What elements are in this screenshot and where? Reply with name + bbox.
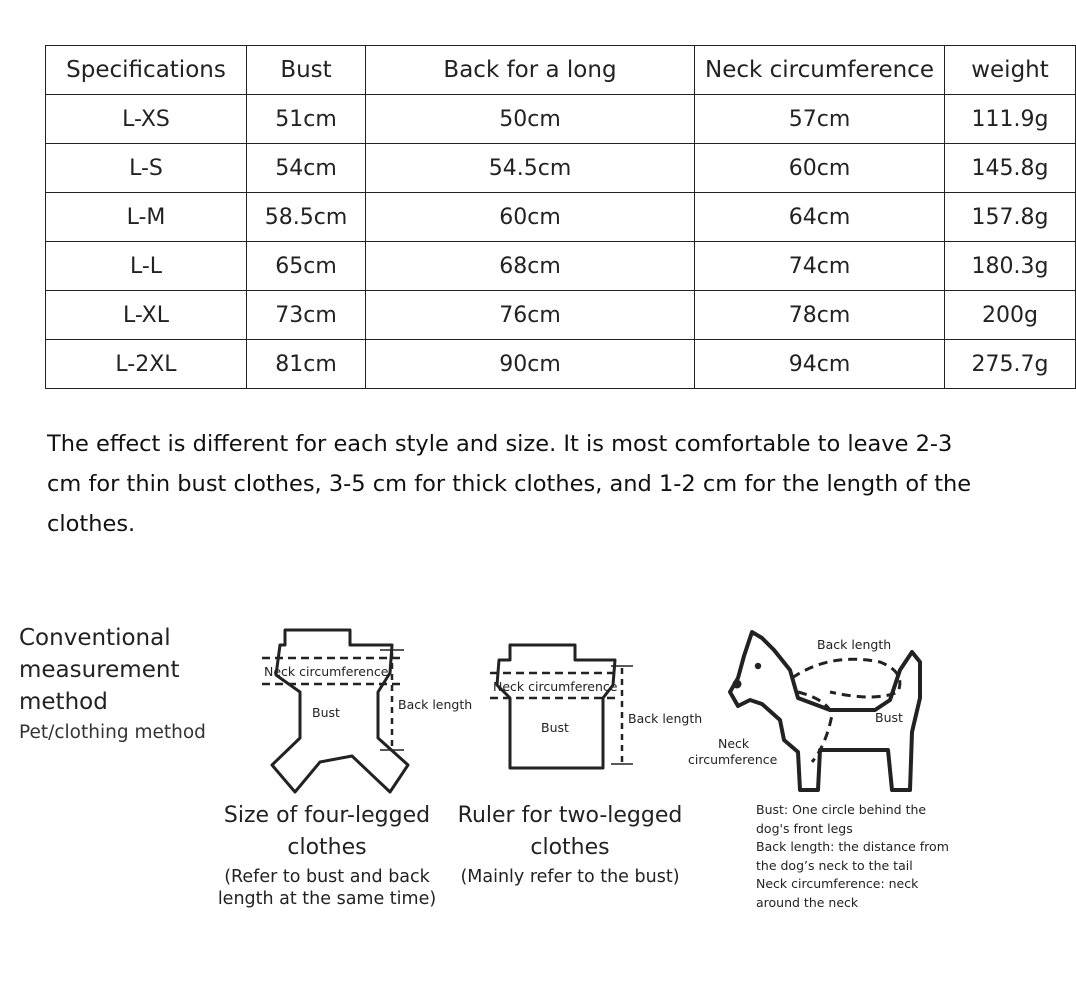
cell-weight: 157.8g: [945, 193, 1076, 242]
back-length-label: Back length: [398, 697, 473, 712]
table-header-row: [46, 46, 1076, 95]
two-legged-garment-outline: [497, 645, 615, 768]
method-subtitle: Pet/clothing method: [19, 722, 206, 743]
cell-bust: 58.5cm: [247, 193, 366, 242]
cell-weight: 180.3g: [945, 242, 1076, 291]
table-row: [46, 291, 1076, 340]
dog-nose: [733, 680, 742, 689]
header-weight: weight: [945, 46, 1076, 95]
dog-bust-label: Bust: [875, 710, 903, 725]
cell-bust: 73cm: [247, 291, 366, 340]
cell-bust: 81cm: [247, 340, 366, 389]
cell-neck: 64cm: [695, 193, 945, 242]
dog-measurement-diagram: [680, 620, 980, 800]
neck-circumference-label: Neck circumference: [493, 679, 618, 694]
cell-back: 54.5cm: [366, 144, 695, 193]
neck-circumference-label: Neck circumference: [264, 664, 389, 679]
table-row: [46, 144, 1076, 193]
cell-bust: 51cm: [247, 95, 366, 144]
cell-neck: 94cm: [695, 340, 945, 389]
cell-neck: 78cm: [695, 291, 945, 340]
cell-spec: L-S: [46, 144, 247, 193]
bust-label: Bust: [541, 720, 569, 735]
cell-spec: L-XL: [46, 291, 247, 340]
cell-spec: L-L: [46, 242, 247, 291]
method-title: Conventional measurement method: [19, 625, 180, 715]
size-table: [45, 45, 1076, 389]
dog-neck-label: circumference: [688, 752, 778, 767]
cell-neck: 74cm: [695, 242, 945, 291]
header-neck-circumference: Neck circumference: [695, 46, 945, 95]
cell-weight: 275.7g: [945, 340, 1076, 389]
definition-line: Neck circumference: neck: [756, 876, 919, 891]
dog-neck-label: Neck: [718, 736, 750, 751]
two-legged-caption: Ruler for two-legged clothes: [457, 803, 683, 860]
two-legged-subcaption: (Mainly refer to the bust): [460, 867, 680, 887]
sizing-note: The effect is different for each style and size. It is most comfortable to leave 2-3 cm for thin bust clothes, 3-5 cm for thick clothes, and 1-2 cm for the length of the clothes.: [47, 431, 972, 537]
cell-bust: 65cm: [247, 242, 366, 291]
definition-line: dog's front legs: [756, 820, 853, 836]
two-legged-clothes-diagram: [485, 640, 705, 800]
definition-line: Bust: One circle behind the: [756, 802, 927, 817]
cell-spec: L-XS: [46, 95, 247, 144]
cell-spec: L-M: [46, 193, 247, 242]
cell-back: 76cm: [366, 291, 695, 340]
dog-eye: [755, 663, 761, 669]
back-length-curve: [792, 659, 900, 697]
bust-label: Bust: [312, 705, 340, 720]
cell-bust: 54cm: [247, 144, 366, 193]
cell-neck: 60cm: [695, 144, 945, 193]
cell-back: 90cm: [366, 340, 695, 389]
table-row: [46, 193, 1076, 242]
definition-line: around the neck: [756, 894, 859, 910]
definition-line: the dog’s neck to the tail: [756, 857, 913, 873]
measurement-definitions: [756, 801, 996, 912]
cell-spec: L-2XL: [46, 340, 247, 389]
four-legged-garment-outline: [272, 630, 408, 792]
cell-weight: 111.9g: [945, 95, 1076, 144]
table-row: [46, 95, 1076, 144]
four-legged-subcaption: (Refer to bust and back length at the same time): [217, 867, 437, 909]
back-length-label: Back length: [628, 711, 703, 726]
cell-weight: 200g: [945, 291, 1076, 340]
four-legged-clothes-diagram: [240, 620, 490, 800]
four-legged-caption: Size of four-legged clothes: [223, 803, 431, 860]
table-row: [46, 242, 1076, 291]
cell-neck: 57cm: [695, 95, 945, 144]
cell-back: 50cm: [366, 95, 695, 144]
table-row: [46, 340, 1076, 389]
cell-weight: 145.8g: [945, 144, 1076, 193]
definition-line: Back length: the distance from: [756, 839, 949, 854]
header-bust: Bust: [247, 46, 366, 95]
cell-back: 60cm: [366, 193, 695, 242]
cell-back: 68cm: [366, 242, 695, 291]
header-specifications: Specifications: [46, 46, 247, 95]
header-back-length: Back for a long: [366, 46, 695, 95]
dog-back-length-label: Back length: [817, 637, 892, 652]
